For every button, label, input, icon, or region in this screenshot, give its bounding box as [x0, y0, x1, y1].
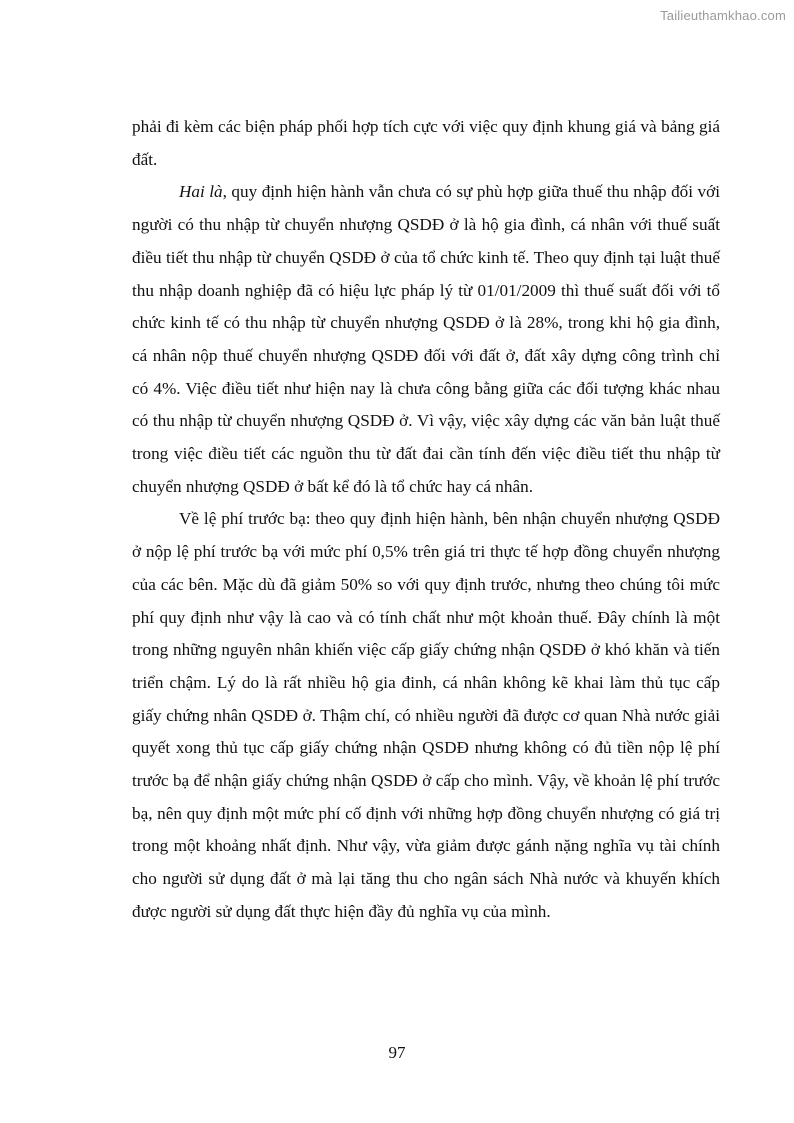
paragraph-text: phải đi kèm các biện pháp phối hợp tích cực với việc quy định khung giá và bảng giá đất. — [132, 117, 720, 169]
paragraph-italic-lead: Hai là — [179, 182, 223, 202]
paragraph-text: , quy định hiện hành vẫn chưa có sự phù hợp giữa thuế thu nhập đối với người có thu nhập từ chuyển nhượng QSDĐ ở là hộ gia đình, cá nhân với thuế suất điều tiết thu nhập từ chuyển QSDĐ ở của tổ chức kinh tế. Theo quy định tại luật thuế thu nhập doanh nghiệp đã có hiệu lực pháp lý từ 01/01/2009 thì thuế suất đối với tổ chức kinh tế có thu nhập từ chuyển nhượng QSDĐ ở là 28%, trong khi hộ gia đình, cá nhân nộp thuế chuyển nhượng QSDĐ đối với đất ở, đất xây dựng công trình chỉ có 4%. Việc điều tiết như hiện nay là chưa công bằng giữa các đối tượng khác nhau có thu nhập từ chuyển nhượng QSDĐ ở. Vì vậy, việc xây dựng các văn bản luật thuế trong việc điều tiết các nguồn thu từ đất đai cần tính đến việc điều tiết thu nhập từ chuyển nhượng QSDĐ ở bất kể đó là tổ chức hay cá nhân. — [132, 182, 720, 496]
paragraph-hai-la — [132, 176, 720, 503]
paragraph-continuation — [132, 111, 720, 176]
paragraph-text: Về lệ phí trước bạ: theo quy định hiện hành, bên nhận chuyển nhượng QSDĐ ở nộp lệ phí trước bạ với mức phí 0,5% trên giá tri thực tế hợp đồng chuyển nhượng của các bên. Mặc dù đã giảm 50% so với quy định trước, nhưng theo chúng tôi mức phí quy định như vậy là cao và có tính chất như một khoản thuế. Đây chính là một trong những nguyên nhân khiến việc cấp giấy chứng nhận QSDĐ ở khó khăn và tiến triển chậm. Lý do là rất nhiều hộ gia đinh, cá nhân không kẽ khai làm thủ tục cấp giấy chứng nhân QSDĐ ở. Thậm chí, có nhiều người đã được cơ quan Nhà nước giải quyết xong thủ tục cấp giấy chứng nhận QSDĐ nhưng không có đủ tiền nộp lệ phí trước bạ để nhận giấy chứng nhận QSDĐ ở cấp cho mình. Vậy, về khoản lệ phí trước bạ, nên quy định một mức phí cố định với những hợp đồng chuyển nhượng có giá trị trong một khoảng nhất định. Như vậy, vừa giảm được gánh nặng nghĩa vụ tài chính cho người sử dụng đất ở mà lại tăng thu cho ngân sách Nhà nước và khuyến khích được người sử dụng đất thực hiện đầy đủ nghĩa vụ của mình. — [132, 509, 720, 921]
document-body — [132, 111, 720, 929]
paragraph-le-phi-truoc-ba — [132, 503, 720, 928]
watermark-text: Tailieuthamkhao.com — [660, 8, 786, 23]
page-number: 97 — [388, 1043, 406, 1062]
